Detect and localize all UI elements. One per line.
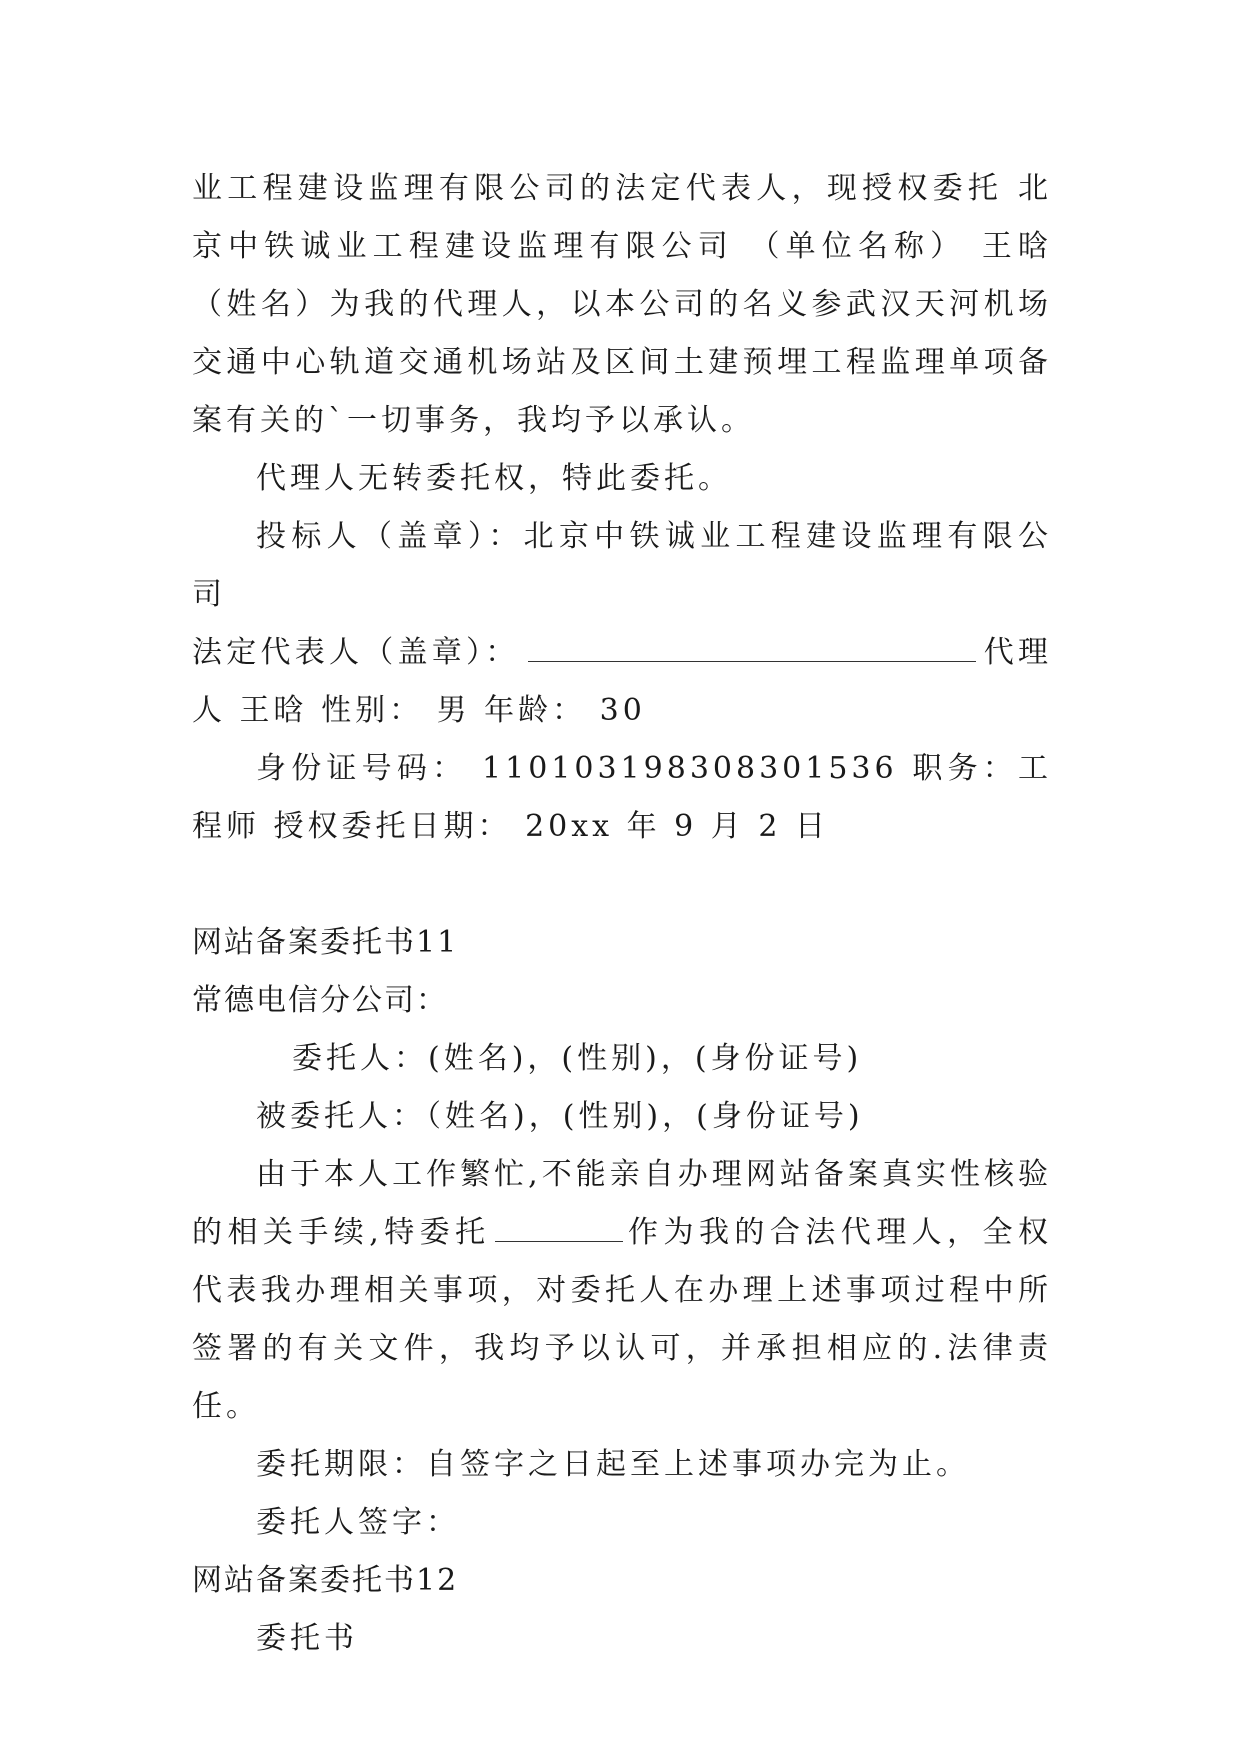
agent-info-text: 代理人 王晗 性别： 男 年龄： 30	[192, 635, 1052, 728]
delegation-body-paragraph	[192, 1146, 1052, 1436]
delegation-body-after: 作为我的合法代理人，全权代表我办理相关事项，对委托人在办理上述事项过程中所签署的有关文件，我均予以认可，并承担相应的.法律责任。	[192, 1215, 1052, 1424]
id-and-date-paragraph: 身份证号码： 110103198308301536 职务：工程师 授权委托日期： 20xx 年 9 月 2 日	[192, 751, 1052, 844]
signature-line: 委托人签字：	[256, 1505, 460, 1540]
recipient-line: 常德电信分公司：	[192, 983, 448, 1018]
agent-name-blank	[495, 1207, 623, 1242]
no-subdelegation-paragraph: 代理人无转委托权，特此委托。	[256, 461, 732, 496]
bidder-stamp-line: 投标人（盖章）：北京中铁诚业工程建设监理有限公司	[192, 519, 1052, 612]
document-body	[192, 160, 1052, 1668]
term-line: 委托期限：自签字之日起至上述事项办完为止。	[256, 1447, 970, 1482]
legal-rep-signature-blank	[528, 627, 976, 662]
legal-rep-line	[192, 624, 1052, 740]
delegation-body-before: 由于本人工作繁忙,不能亲自办理网站备案真实性核验的相关手续,特委托	[192, 1157, 1052, 1250]
letter-subtitle: 委托书	[256, 1621, 358, 1656]
section-title-11: 网站备案委托书11	[192, 925, 459, 960]
section-title-12: 网站备案委托书12	[192, 1563, 459, 1598]
legal-rep-label: 法定代表人（盖章）：	[192, 635, 520, 670]
agent-line: 被委托人：（姓名)，(性别)，(身份证号)	[256, 1099, 864, 1134]
section-spacer	[192, 856, 1052, 914]
principal-line: 委托人：(姓名)，(性别)，(身份证号)	[292, 1041, 863, 1076]
authorization-paragraph: 业工程建设监理有限公司的法定代表人，现授权委托 北京中铁诚业工程建设监理有限公司 （单位名称） 王晗 （姓名）为我的代理人，以本公司的名义参武汉天河机场交通中心轨道交通机场站及区间土建预埋工程监理单项备案有关的`一切事务，我均予以承认。	[192, 171, 1052, 438]
